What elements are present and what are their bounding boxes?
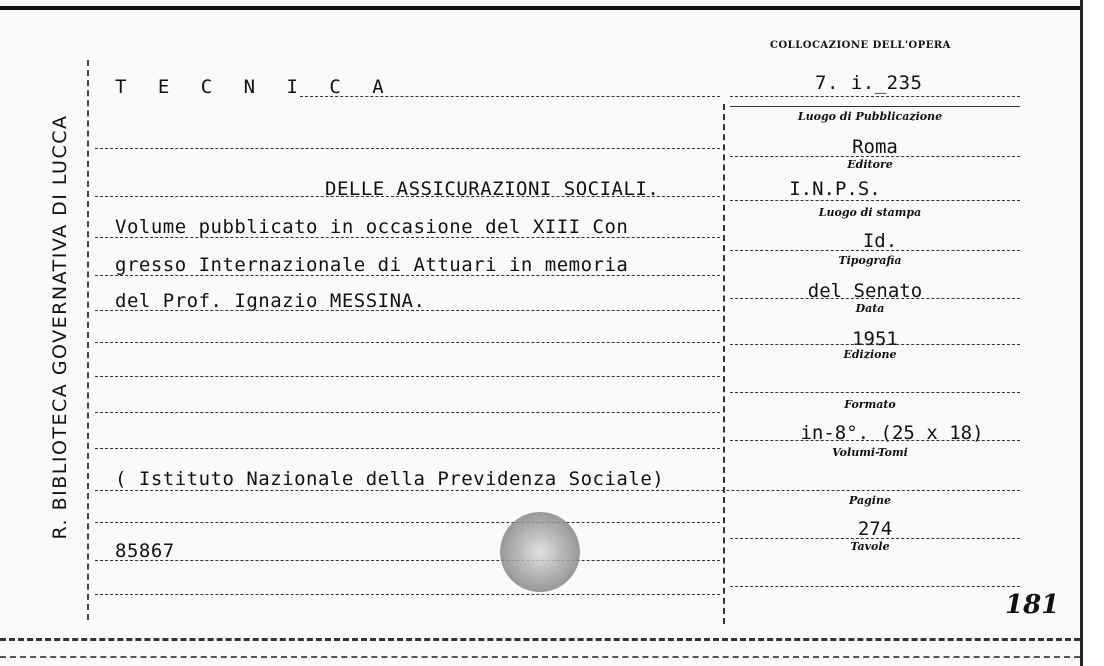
collocation-label: COLLOCAZIONE DELL'OPERA	[770, 40, 951, 51]
rule-10	[95, 448, 720, 449]
meta-value-format: in-8°. (25 x 18)	[800, 422, 984, 444]
title-line-3: Volume pubblicato in occasione del XIII Con	[115, 216, 629, 238]
meta-label-date: Data	[855, 302, 885, 315]
meta-value-pages: 274	[857, 518, 893, 540]
meta-label-print-place: Luogo di stampa	[818, 206, 922, 219]
meta-label-format: Formato	[844, 398, 896, 411]
meta-rule-3	[730, 250, 1020, 251]
rule-11	[95, 490, 1020, 491]
meta-label-typography: Tipografia	[838, 254, 902, 267]
meta-rule-4	[730, 298, 1020, 299]
title-line-4: gresso Internazionale di Attuari in memoria	[115, 254, 629, 276]
rule-13	[95, 560, 720, 561]
library-name: R. BIBLIOTECA GOVERNATIVA DI LUCCA	[49, 114, 71, 540]
meta-value-publication-place: Roma	[852, 136, 898, 158]
meta-rule-9	[730, 586, 1020, 587]
meta-label-plates: Tavole	[850, 540, 890, 553]
bottom-divider-2	[0, 656, 1080, 658]
meta-rule-1	[730, 156, 1020, 157]
left-margin-line	[87, 60, 89, 620]
meta-rule-2	[730, 200, 1020, 201]
meta-rule-8	[730, 538, 1020, 539]
title-line-2: DELLE ASSICURAZIONI SOCIALI.	[325, 178, 660, 200]
meta-value-date: 1951	[852, 328, 898, 350]
meta-rule-5	[730, 344, 1020, 345]
publisher-note: ( Istituto Nazionale della Previdenza Sociale)	[115, 468, 665, 490]
inventory-number: 85867	[115, 540, 175, 562]
card-right-edge	[1080, 0, 1104, 666]
meta-label-publisher: Editore	[847, 158, 893, 171]
meta-label-publication-place: Luogo di Pubblicazione	[797, 110, 943, 123]
rule-1	[300, 96, 720, 97]
meta-label-edition: Edizione	[843, 348, 897, 361]
bottom-divider	[0, 638, 1080, 641]
rule-9	[95, 412, 720, 413]
rule-6	[95, 310, 720, 311]
card-top-edge	[0, 6, 1104, 10]
meta-rule-7	[730, 440, 1020, 441]
handwritten-note: 181	[1005, 590, 1060, 620]
meta-value-typography: del Senato	[807, 280, 923, 302]
meta-label-volumes: Volumi-Tomi	[832, 446, 908, 459]
rule-5	[95, 275, 720, 276]
meta-value-publisher: I.N.P.S.	[789, 178, 881, 200]
meta-rule-6	[730, 392, 1020, 393]
rule-12	[95, 522, 720, 523]
meta-value-print-place: Id.	[862, 230, 898, 252]
rule-14	[95, 594, 720, 595]
rule-7	[95, 342, 720, 343]
title-line-1: T E C N I C A	[115, 76, 394, 98]
rule-2	[95, 148, 720, 149]
rule-4	[95, 237, 720, 238]
shelfmark: 7. i._235	[815, 72, 923, 94]
meta-rule-top	[730, 106, 1020, 107]
shelfmark-rule	[730, 96, 1020, 97]
library-stamp	[500, 512, 580, 592]
meta-label-pages: Pagine	[849, 494, 891, 507]
rule-8	[95, 376, 720, 377]
title-line-5: del Prof. Ignazio MESSINA.	[115, 290, 426, 312]
